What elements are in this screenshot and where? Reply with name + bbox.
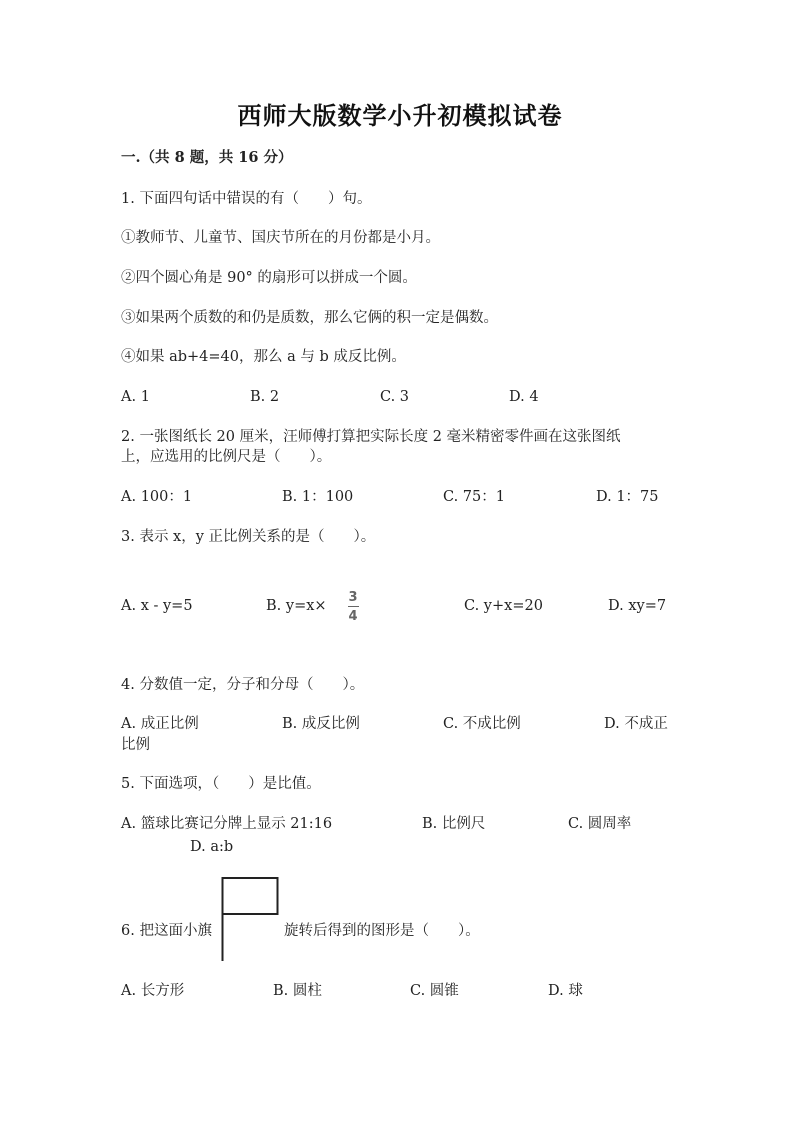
- question-1-statement: ④如果 ab+4=40，那么 a 与 b 成反比例。: [121, 349, 406, 365]
- question-6-option-d: D. 球: [548, 983, 583, 999]
- question-1-statement: ②四个圆心角是 90° 的扇形可以拼成一个圆。: [121, 270, 417, 286]
- question-6-option-a: A. 长方形: [121, 983, 185, 999]
- question-6-option-b: B. 圆柱: [273, 983, 322, 999]
- question-1-option-d: D. 4: [509, 389, 539, 405]
- question-2-stem-line2: 上，应选用的比例尺是（ ）。: [121, 449, 332, 465]
- question-3-option-c: C. y+x=20: [464, 598, 543, 614]
- question-3-option-d: D. xy=7: [608, 598, 667, 614]
- question-4-option-a: A. 成正比例: [121, 716, 199, 732]
- question-3-option-b: B. y=x×: [266, 598, 327, 614]
- question-2-option-c: C. 75：1: [443, 489, 505, 505]
- flag-figure: [221, 877, 281, 961]
- question-1-option-b: B. 2: [250, 389, 280, 405]
- question-2-option-d: D. 1：75: [596, 489, 659, 505]
- question-1-statement: ③如果两个质数的和仍是质数，那么它俩的积一定是偶数。: [121, 310, 498, 326]
- question-6-option-c: C. 圆锥: [410, 983, 459, 999]
- fraction-numerator: 3: [348, 590, 358, 605]
- question-5-option-d: D. a:b: [190, 839, 234, 855]
- question-5-stem: 5. 下面选项，（ ）是比值。: [121, 776, 321, 792]
- question-6-stem-after: 旋转后得到的图形是（ ）。: [284, 923, 480, 939]
- question-1-statement: ①教师节、儿童节、国庆节所在的月份都是小月。: [121, 230, 440, 246]
- question-3-option-a: A. x - y=5: [121, 598, 193, 614]
- question-4-option-c: C. 不成比例: [443, 716, 521, 732]
- question-5-option-c: C. 圆周率: [568, 816, 632, 832]
- question-4-option-b: B. 成反比例: [282, 716, 360, 732]
- question-1-stem: 1. 下面四句话中错误的有（ ）句。: [121, 191, 372, 207]
- section-heading: 一.（共 8 题，共 16 分）: [121, 149, 293, 166]
- question-2-stem-line1: 2. 一张图纸长 20 厘米，汪师傅打算把实际长度 2 毫米精密零件画在这张图纸: [121, 429, 621, 445]
- question-4-stem: 4. 分数值一定，分子和分母（ ）。: [121, 677, 365, 693]
- fraction-denominator: 4: [348, 609, 358, 624]
- question-3-stem: 3. 表示 x，y 正比例关系的是（ ）。: [121, 529, 376, 545]
- question-5-option-b: B. 比例尺: [422, 816, 486, 832]
- question-6-stem-before: 6. 把这面小旗: [121, 923, 212, 939]
- question-5-option-a: A. 篮球比赛记分牌上显示 21:16: [121, 816, 333, 832]
- question-1-option-a: A. 1: [121, 389, 150, 405]
- fraction-bar: [348, 606, 359, 607]
- question-4-option-d-wrap: 比例: [121, 737, 150, 753]
- question-4-option-d: D. 不成正: [604, 716, 668, 732]
- question-2-option-a: A. 100：1: [121, 489, 193, 505]
- page-title: 西师大版数学小升初模拟试卷: [237, 101, 563, 130]
- flag-rectangle: [223, 878, 278, 914]
- fraction: [343, 590, 363, 624]
- question-1-option-c: C. 3: [380, 389, 410, 405]
- question-2-option-b: B. 1：100: [282, 489, 354, 505]
